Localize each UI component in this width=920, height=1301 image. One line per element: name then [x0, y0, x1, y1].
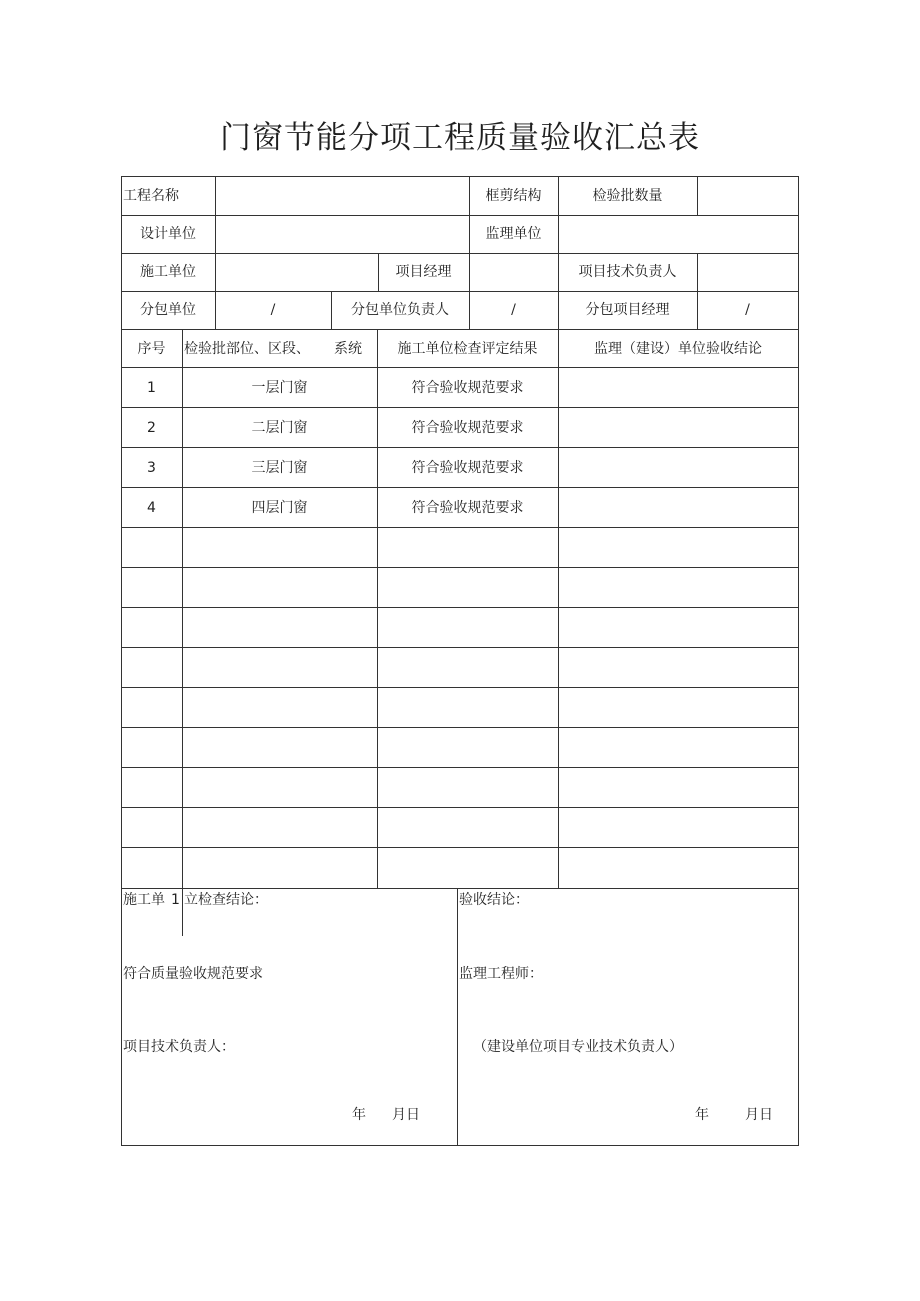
supervision-unit-label: 监理单位 [485, 226, 542, 242]
row-location: 二层门窗 [251, 420, 308, 436]
subcontractor-lead-label: 分包单位负责人 [351, 302, 449, 318]
project-name-label: 工程名称 [123, 188, 179, 204]
row-location: 三层门窗 [251, 460, 308, 476]
footer-left-label-num: 1 [171, 892, 180, 908]
col-header-system: 系统 [334, 341, 362, 357]
subcontractor-value: / [270, 302, 276, 318]
footer-right-monthday: 月日 [745, 1107, 773, 1123]
subcontractor-label: 分包单位 [140, 302, 196, 318]
footer-right-label: 验收结论： [459, 892, 529, 908]
row-seq: 4 [147, 500, 156, 516]
structure-value: 框剪结构 [485, 188, 542, 204]
row-seq: 2 [147, 420, 156, 436]
footer-left-label-a: 施工单 [123, 892, 165, 908]
footer-left-statement: 符合质量验收规范要求 [123, 966, 263, 982]
row-location: 一层门窗 [251, 380, 308, 396]
tech-lead-label: 项目技术负责人 [578, 264, 677, 280]
footer-right-signer: （建设单位项目专业技术负责人） [473, 1039, 683, 1055]
page-title: 门窗节能分项工程质量验收汇总表 [220, 120, 700, 156]
construction-unit-label: 施工单位 [140, 264, 196, 280]
footer-left-signer: 项目技术负责人： [123, 1039, 235, 1055]
subcontract-pm-value: / [745, 302, 750, 318]
col-header-conclusion: 监理（建设）单位验收结论 [594, 341, 762, 357]
subcontract-pm-label: 分包项目经理 [585, 302, 670, 318]
row-result: 符合验收规范要求 [411, 420, 524, 436]
footer-right-engineer: 监理工程师： [459, 966, 543, 982]
row-seq: 1 [147, 380, 156, 396]
row-location: 四层门窗 [251, 500, 308, 516]
row-result: 符合验收规范要求 [411, 380, 524, 396]
project-manager-label: 项目经理 [395, 264, 452, 280]
footer-right-year: 年 [695, 1107, 709, 1123]
footer-left-monthday: 月日 [392, 1107, 420, 1123]
col-header-seq: 序号 [137, 341, 166, 357]
col-header-result: 施工单位检查评定结果 [397, 341, 538, 357]
row-result: 符合验收规范要求 [411, 500, 524, 516]
col-header-location: 检验批部位、区段、 [184, 341, 310, 357]
row-seq: 3 [147, 460, 156, 476]
footer-left-year: 年 [352, 1107, 366, 1123]
subcontractor-lead-value: / [511, 302, 516, 318]
row-result: 符合验收规范要求 [411, 460, 524, 476]
footer-left-label-b: 立检查结论： [184, 892, 268, 908]
table-border [122, 177, 799, 1146]
batch-count-label: 检验批数量 [592, 188, 663, 204]
design-unit-label: 设计单位 [140, 226, 196, 242]
